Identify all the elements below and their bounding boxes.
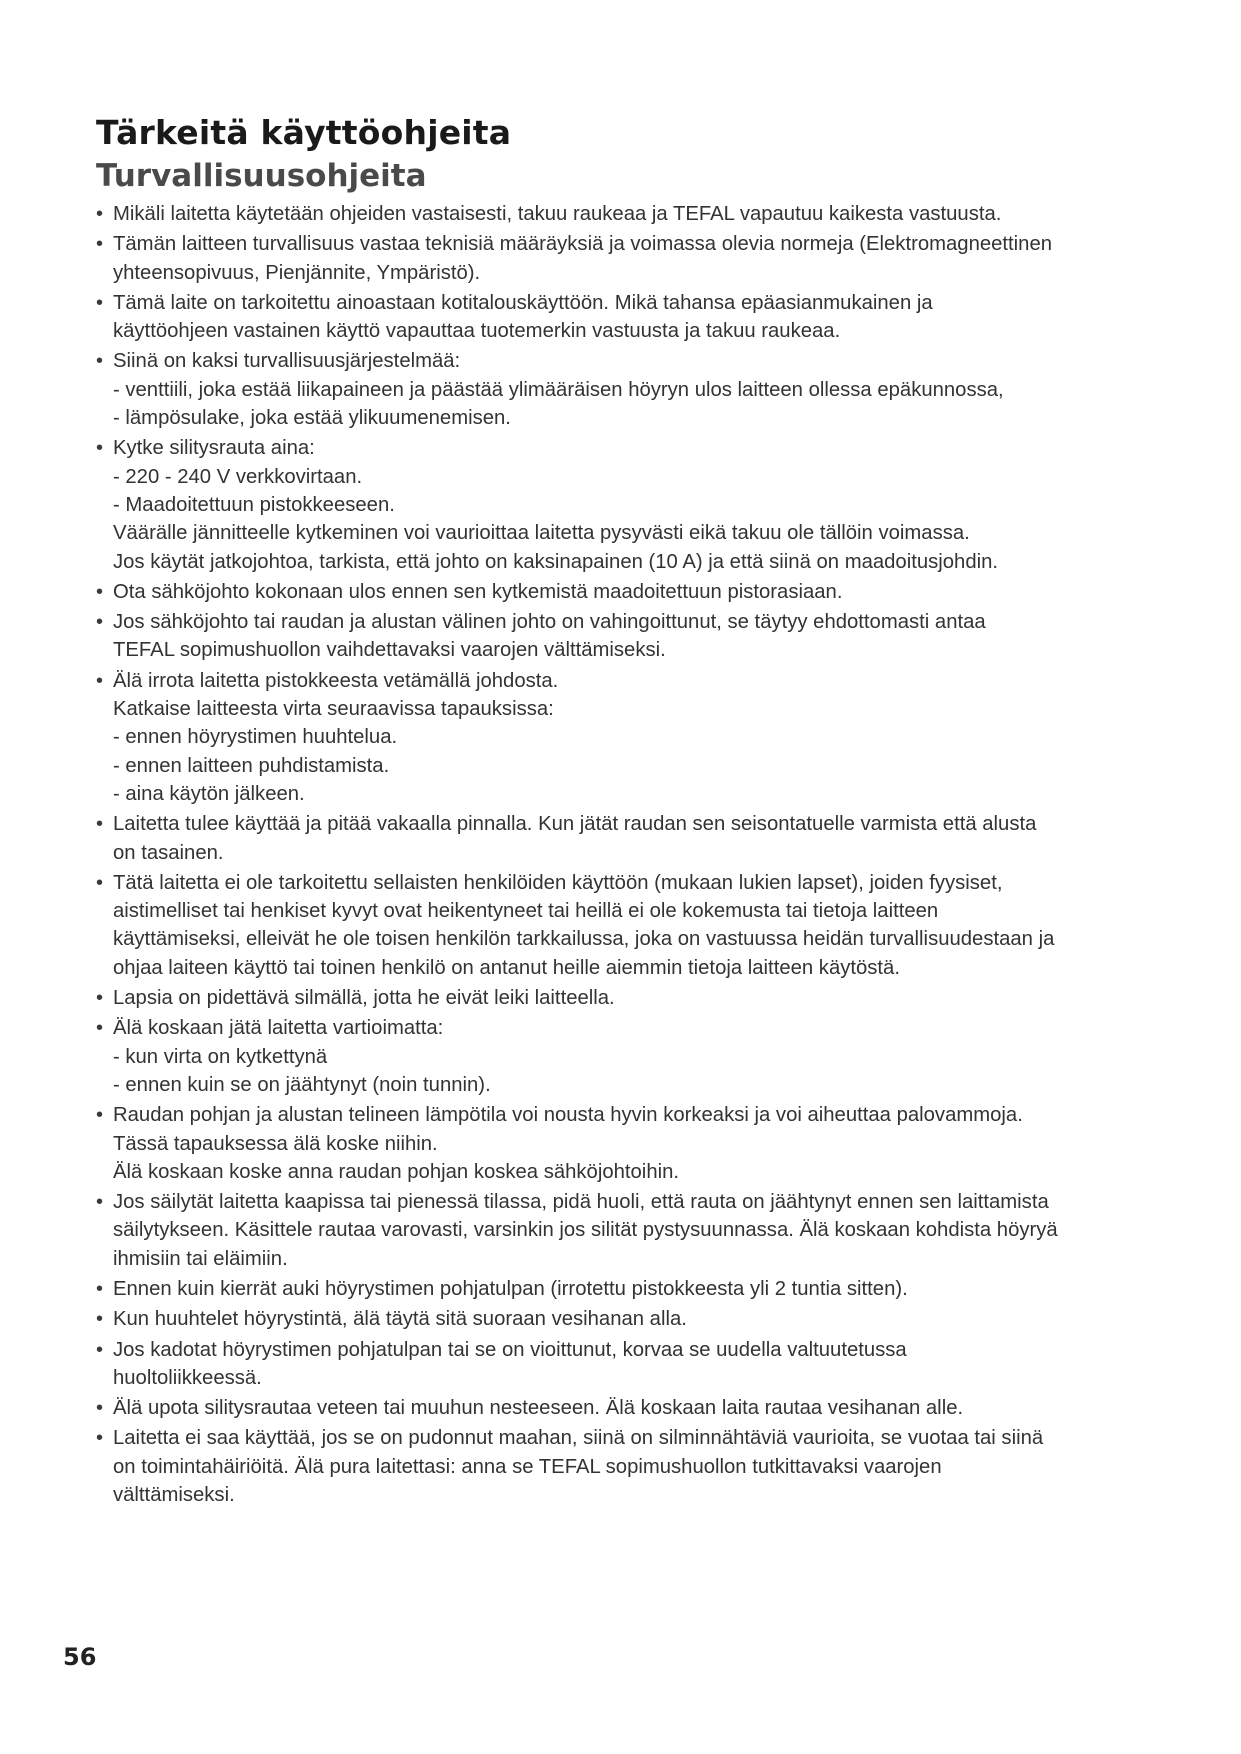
list-item	[96, 1336, 1146, 1393]
safety-instructions-list	[96, 200, 1146, 1509]
list-item-line: - lämpösulake, joka estää ylikuumenemisen.	[113, 407, 511, 430]
list-item	[96, 347, 1146, 432]
list-item-line: yhteensopivuus, Pienjännite, Ympäristö).	[113, 261, 481, 284]
list-item-line: Älä koskaan koske anna raudan pohjan koskea sähköjohtoihin.	[113, 1160, 680, 1183]
list-item	[96, 608, 1146, 665]
list-item-line: huoltoliikkeessä.	[113, 1366, 262, 1389]
list-item-line: • Siinä on kaksi turvallisuusjärjestelmää:	[113, 350, 461, 373]
list-item-line: • Jos kadotat höyrystimen pohjatulpan tai se on vioittunut, korvaa se uudella valtuutetussa	[113, 1338, 907, 1361]
list-item	[96, 1275, 1146, 1303]
list-item-line: säilytykseen. Käsittele rautaa varovasti, varsinkin jos silität pystysuunnassa. Älä koskaan kohdista höyryä	[113, 1219, 1058, 1242]
list-item-line: on toimintahäiriöitä. Älä pura laitettasi: anna se TEFAL sopimushuollon tutkittavaksi vaarojen	[113, 1455, 942, 1478]
list-item-line: Katkaise laitteesta virta seuraavissa tapauksissa:	[113, 698, 554, 721]
list-item-line: käyttöohjeen vastainen käyttö vapauttaa tuotemerkin vastuusta ja takuu raukeaa.	[113, 320, 841, 343]
page-number: 56	[63, 1643, 97, 1671]
list-item-line: - ennen kuin se on jäähtynyt (noin tunnin).	[113, 1073, 491, 1096]
list-item	[96, 1424, 1146, 1509]
list-item-line: TEFAL sopimushuollon vaihdettavaksi vaarojen välttämiseksi.	[113, 639, 666, 662]
list-item-line: käyttämiseksi, elleivät he ole toisen henkilön tarkkailussa, joka on vastuussa heidän turvallisuudestaan ja	[113, 928, 1055, 951]
list-item	[96, 1014, 1146, 1099]
list-item-line: • Mikäli laitetta käytetään ohjeiden vastaisesti, takuu raukeaa ja TEFAL vapautuu kaikesta vastuusta.	[113, 203, 1002, 225]
list-item	[96, 1394, 1146, 1422]
list-item-line: on tasainen.	[113, 841, 224, 864]
list-item-line: - ennen höyrystimen huuhtelua.	[113, 726, 398, 749]
list-item	[96, 434, 1146, 575]
list-item-line: • Ota sähköjohto kokonaan ulos ennen sen kytkemistä maadoitettuun pistorasiaan.	[113, 580, 843, 603]
section-heading: Turvallisuusohjeita	[96, 158, 427, 194]
list-item-line: • Kun huuhtelet höyrystintä, älä täytä sitä suoraan vesihanan alla.	[113, 1308, 687, 1331]
list-item-line: • Jos sähköjohto tai raudan ja alustan välinen johto on vahingoittunut, se täytyy ehdottomasti antaa	[113, 611, 986, 634]
list-item	[96, 230, 1146, 287]
list-item-line: - Maadoitettuun pistokkeeseen.	[113, 493, 395, 516]
list-item	[96, 1305, 1146, 1333]
list-item-line: aistimelliset tai henkiset kyvyt ovat heikentyneet tai heillä ei ole kokemusta tai tietoja laitteen	[113, 900, 939, 923]
list-item-line: - aina käytön jälkeen.	[113, 782, 305, 805]
list-item-line: välttämiseksi.	[113, 1484, 235, 1507]
page-content	[96, 112, 1146, 1509]
list-item-line: • Tämä laite on tarkoitettu ainoastaan kotitalouskäyttöön. Mikä tahansa epäasianmukainen ja	[113, 291, 933, 314]
list-item-line: - 220 - 240 V verkkovirtaan.	[113, 465, 363, 488]
list-item-line: • Kytke silitysrauta aina:	[113, 437, 315, 460]
list-item-line: • Jos säilytät laitetta kaapissa tai pienessä tilassa, pidä huoli, että rauta on jäähtynyt ennen sen laittamista	[113, 1191, 1049, 1214]
list-item-line: • Lapsia on pidettävä silmällä, jotta he eivät leiki laitteella.	[113, 987, 615, 1010]
list-item-line: • Älä upota silitysrautaa veteen tai muuhun nesteeseen. Älä koskaan laita rautaa vesihanan alle.	[113, 1397, 964, 1420]
list-item-line: • Älä irrota laitetta pistokkeesta vetämällä johdosta.	[113, 669, 559, 692]
list-item-line: • Laitetta tulee käyttää ja pitää vakaalla pinnalla. Kun jätät raudan sen seisontatuelle varmista että alusta	[113, 813, 1037, 836]
list-item	[96, 667, 1146, 808]
list-item-line: • Tätä laitetta ei ole tarkoitettu sellaisten henkilöiden käyttöön (mukaan lukien lapset), joiden fyysiset,	[113, 871, 1003, 894]
list-item-line: • Tämän laitteen turvallisuus vastaa teknisiä määräyksiä ja voimassa olevia normeja (Elektromagneettinen	[113, 233, 1053, 256]
list-item-line: Jos käytät jatkojohtoa, tarkista, että johto on kaksinapainen (10 A) ja että siinä on maadoitusjohdin.	[113, 550, 999, 573]
list-item	[96, 810, 1146, 867]
list-item	[96, 289, 1146, 346]
list-item-line: • Raudan pohjan ja alustan telineen lämpötila voi nousta hyvin korkeaksi ja voi aiheuttaa palovammoja.	[113, 1104, 1023, 1127]
list-item-line: • Ennen kuin kierrät auki höyrystimen pohjatulpan (irrotettu pistokkeesta yli 2 tuntia sitten).	[113, 1277, 908, 1300]
list-item	[96, 200, 1146, 228]
list-item	[96, 578, 1146, 606]
list-item-line: ohjaa laiteen käyttö tai toinen henkilö on antanut heille aiemmin tietoja laitteen käytöstä.	[113, 956, 900, 979]
list-item-line: • Älä koskaan jätä laitetta vartioimatta:	[113, 1017, 444, 1040]
list-item-line: - ennen laitteen puhdistamista.	[113, 754, 390, 777]
list-item-line: Väärälle jännitteelle kytkeminen voi vaurioittaa laitetta pysyvästi eikä takuu ole tällöin voimassa.	[113, 522, 970, 545]
list-item	[96, 984, 1146, 1012]
list-item-line: - kun virta on kytkettynä	[113, 1045, 328, 1068]
list-item	[96, 1101, 1146, 1186]
list-item-line: - venttiili, joka estää liikapaineen ja päästää ylimääräisen höyryn ulos laitteen ollessa epäkunnossa,	[113, 378, 1004, 401]
list-item-line: • Laitetta ei saa käyttää, jos se on pudonnut maahan, siinä on silminnähtäviä vaurioita, se vuotaa tai siinä	[113, 1427, 1044, 1450]
list-item-line: ihmisiin tai eläimiin.	[113, 1247, 288, 1270]
page-title: Tärkeitä käyttöohjeita	[96, 113, 512, 152]
list-item	[96, 1188, 1146, 1273]
list-item	[96, 869, 1146, 982]
list-item-line: Tässä tapauksessa älä koske niihin.	[113, 1132, 438, 1155]
